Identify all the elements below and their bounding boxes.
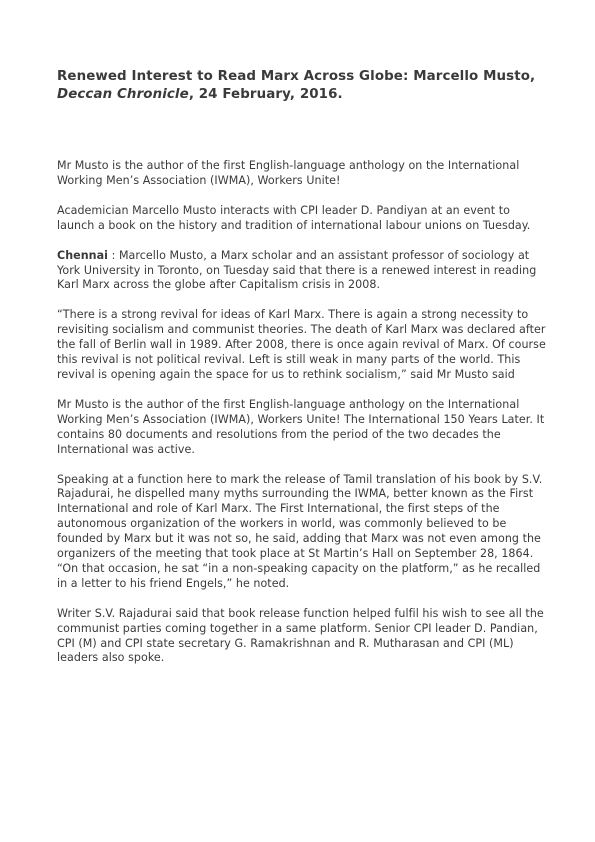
paragraph-text: Mr Musto is the author of the first English-language anthology on the International Working Men’s Association (IWMA), Workers Unite! The International 150 Years Later. It contains 80 documents and resolutions from the period of the two decades the International was active. <box>57 397 545 456</box>
article-title <box>57 68 547 104</box>
article-body <box>57 159 547 666</box>
paragraph-text: Speaking at a function here to mark the release of Tamil translation of his book by S.V. Rajadurai, he dispelled many myths surrounding the IWMA, better known as the First International and role of Karl Marx. The First International, the first steps of the autonomous organization of the workers in world, was commonly believed to be founded by Marx but it was not so, he said, adding that Marx was not even among the organizers of the meeting that took place at St Martin’s Hall on September 28, 1864. “On that occasion, he sat “in a non-speaking capacity on the platform,” as he recalled in a letter to his friend Engels,” he noted. <box>57 472 543 590</box>
paragraph-text: Writer S.V. Rajadurai said that book release function helped fulfil his wish to see all the communist parties coming together in a same platform. Senior CPI leader D. Pandian, CPI (M) and CPI state secretary G. Ramakrishnan and R. Mutharasan and CPI (ML) leaders also spoke. <box>57 606 544 665</box>
paragraph <box>57 159 547 189</box>
dateline: Chennai <box>57 248 108 262</box>
paragraph <box>57 249 547 294</box>
title-publication: Deccan Chronicle <box>57 87 189 102</box>
paragraph <box>57 398 547 458</box>
paragraph-text: Academician Marcello Musto interacts with CPI leader D. Pandiyan at an event to launch a book on the history and tradition of international labour unions on Tuesday. <box>57 203 531 232</box>
paragraph-text: : Marcello Musto, a Marx scholar and an assistant professor of sociology at York University in Toronto, on Tuesday said that there is a renewed interest in reading Karl Marx across the globe after Capitalism crisis in 2008. <box>57 248 537 292</box>
document-page <box>57 68 547 681</box>
paragraph-text: “There is a strong revival for ideas of Karl Marx. There is again a strong necessity to revisiting socialism and communist theories. The death of Karl Marx was declared after the fall of Berlin wall in 1989. After 2008, there is once again revival of Marx. Of course this revival is not political revival. Left is still weak in many parts of the world. This revival is opening again the space for us to rethink socialism,” said Mr Musto said <box>57 308 546 381</box>
paragraph <box>57 308 547 383</box>
title-part-2: , 24 February, 2016. <box>188 87 343 102</box>
paragraph <box>57 204 547 234</box>
title-part-1: Renewed Interest to Read Marx Across Globe: Marcello Musto, <box>57 69 536 84</box>
paragraph <box>57 473 547 592</box>
paragraph-text: Mr Musto is the author of the first English-language anthology on the International Working Men’s Association (IWMA), Workers Unite! <box>57 159 520 187</box>
paragraph <box>57 607 547 667</box>
